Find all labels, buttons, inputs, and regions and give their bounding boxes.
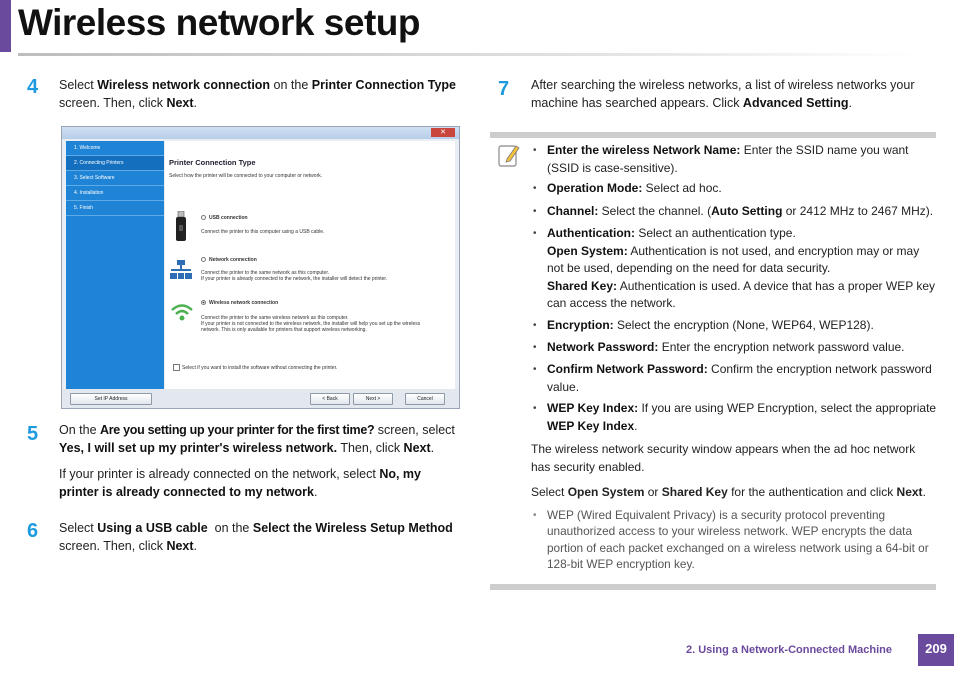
note-para-2 [531, 484, 936, 502]
bullet: • [533, 228, 537, 239]
note-1-t: Select ad hoc. [642, 181, 722, 195]
network-label: Network connection [209, 257, 257, 263]
network-icon [170, 259, 192, 281]
wireless-label: Wireless network connection [209, 300, 279, 306]
step-5-t1: On the [59, 423, 100, 437]
usb-label: USB connection [209, 215, 248, 221]
step-number-4: 4 [27, 76, 39, 98]
network-desc: Connect the printer to the same network as this computer. [201, 270, 330, 276]
wireless-desc3: network. This is only available for printers that support wireless networking. [201, 327, 367, 333]
note-3-t: Select an authentication type. [635, 226, 796, 240]
step-number-6: 6 [27, 520, 39, 542]
note-p2-b2: Shared Key [661, 485, 728, 499]
set-ip-button[interactable]: Set IP Address [70, 393, 152, 405]
usb-option[interactable] [201, 215, 248, 221]
installer-footer [62, 389, 459, 408]
step-7-t1: After searching the wireless networks, a list of wireless networks your machine has searched appears. Click [531, 78, 915, 110]
note-2-b: Channel: [547, 204, 599, 218]
note-4-b: Encryption: [547, 318, 614, 332]
step-5-t2: screen, select [374, 423, 455, 437]
step-7-b1: Advanced Setting [742, 96, 849, 110]
no-connect-checkbox[interactable] [173, 364, 180, 371]
note-p2-b1: Open System [567, 485, 645, 499]
step-6-text [59, 519, 469, 555]
step-4-text [59, 76, 469, 112]
step-5-p2-t1: If your printer is already connected on the network, select [59, 467, 380, 481]
note-0-t: Enter the SSID name you want (SSID is case-sensitive). [547, 143, 909, 175]
note-7-t2: . [634, 418, 638, 433]
network-desc2: If your printer is already connected to the network, the installer will detect the printer. [201, 276, 388, 282]
step-4-b1: Wireless network connection [97, 78, 271, 92]
usb-icon [175, 211, 187, 243]
page-title: Wireless network setup [18, 2, 420, 43]
installer-heading: Printer Connection Type [169, 158, 256, 167]
step-6-b3: Next [166, 539, 194, 553]
step-5-t4: . [430, 441, 435, 455]
note-item-confirm [547, 361, 937, 396]
no-connect-option[interactable] [173, 364, 337, 371]
bullet: • [533, 320, 537, 331]
wireless-desc: Connect the printer to the same wireless network as this computer. [201, 315, 349, 321]
note-0-b: Enter the wireless Network Name: [547, 143, 741, 157]
step-6-t1: Select [59, 521, 98, 535]
note-2-b2: Auto Setting [711, 204, 783, 218]
note-5-t: Enter the encryption network password value. [658, 340, 905, 354]
step-6-b1: Using a USB cable [97, 521, 208, 535]
note-3-sub2-b: Shared Key: [547, 278, 618, 293]
next-button[interactable]: Next > [353, 393, 393, 405]
installer-titlebar [62, 127, 459, 139]
cancel-button[interactable]: Cancel [405, 393, 445, 405]
step-4-t2: on the [270, 78, 312, 92]
sidebar-item-finish[interactable]: 5. Finish [66, 201, 164, 216]
note-item-mode [547, 180, 937, 198]
sidebar-item-connecting[interactable]: 2. Connecting Printers [66, 156, 164, 171]
step-number-5: 5 [27, 423, 39, 445]
note-7-b: WEP Key Index: [547, 401, 639, 415]
note-3-b: Authentication: [547, 226, 635, 240]
back-button[interactable]: < Back [310, 393, 350, 405]
note-item-encryption [547, 317, 937, 335]
title-accent-bar [0, 0, 11, 52]
close-icon[interactable]: ✕ [431, 128, 455, 137]
step-6-t4: . [193, 539, 198, 553]
note-2-t: Select the channel. ( [598, 204, 712, 218]
note-6-t: Confirm the encryption network password value. [547, 362, 932, 394]
note-wep-info: WEP (Wired Equivalent Privacy) is a security protocol preventing unauthorized access to your wireless network. WEP encrypts the data portion of each packet exchanged on a wireless network using a 64-bit or 128-bit WEP encryption key. [547, 508, 929, 572]
note-item-ssid [547, 142, 937, 177]
wireless-radio[interactable] [201, 300, 206, 305]
wireless-option[interactable] [201, 300, 278, 306]
step-6-b2: Select the Wireless Setup Method [252, 521, 453, 535]
note-6-b: Confirm Network Password: [547, 362, 708, 376]
step-5-text [59, 421, 469, 457]
usb-desc: Connect the printer to this computer using a USB cable. [201, 229, 325, 235]
note-pencil-icon [498, 143, 520, 167]
step-5-p2-t2: . [313, 485, 318, 499]
network-radio[interactable] [201, 257, 206, 262]
note-p2-t3: for the authentication and click [727, 485, 897, 499]
step-4-b2: Printer Connection Type [311, 78, 457, 92]
page-number: 209 [918, 634, 954, 666]
usb-radio[interactable] [201, 215, 206, 220]
note-item-password [547, 339, 937, 357]
note-1-b: Operation Mode: [547, 181, 643, 195]
bullet: • [533, 183, 537, 194]
sidebar-item-welcome[interactable]: 1. Welcome [66, 141, 164, 156]
note-p2-t4: . [922, 485, 926, 499]
note-4-t: Select the encryption (None, WEP64, WEP128). [613, 318, 874, 332]
step-4-t3: screen. Then, click [59, 96, 167, 110]
step-5-para2 [59, 465, 439, 501]
step-4-b3: Next [166, 96, 194, 110]
no-connect-label: Select if you want to install the software without connecting the printer. [182, 364, 338, 371]
note-3-sub2-t: Authentication is used. A device that has a proper WEP key can access the network. [547, 278, 936, 310]
note-p2-t2: or [644, 485, 662, 499]
step-number-7: 7 [498, 78, 510, 100]
step-6-t3: screen. Then, click [59, 539, 167, 553]
note-7-t: If you are using WEP Encryption, select the appropriate [638, 401, 937, 415]
bullet: • [533, 342, 537, 353]
bullet: • [533, 206, 537, 217]
note-3-sub1-b: Open System: [547, 243, 628, 258]
note-2-t2: or 2412 MHz to 2467 MHz). [782, 204, 934, 218]
step-7-t2: . [848, 96, 852, 110]
note-5-b: Network Password: [547, 340, 659, 354]
network-option[interactable] [201, 257, 257, 263]
step-5-p2-b1: No, my printer is already connected to my network [59, 467, 421, 499]
bullet: • [533, 510, 537, 521]
step-5-t3: Then, click [337, 441, 404, 455]
step-5-b1: Are you setting up your printer for the first time? [100, 423, 375, 437]
bullet: • [533, 145, 537, 156]
note-p2-b3: Next [896, 485, 923, 499]
note-3-sub1-t: Authentication is not used, and encryption may or may not be used, depending on the need for data security. [547, 243, 920, 275]
note-7-b2: WEP Key Index [547, 418, 635, 433]
installer-screenshot [61, 126, 460, 409]
wifi-icon [170, 302, 194, 324]
title-rule [18, 53, 918, 56]
footer-chapter: 2. Using a Network-Connected Machine [686, 644, 892, 656]
step-4-t1: Select [59, 78, 98, 92]
installer-sidebar [66, 141, 164, 389]
step-5-b2: Yes, I will set up my printer's wireless network. [59, 441, 338, 455]
installer-subheading: Select how the printer will be connected to your computer or network. [169, 173, 323, 179]
sidebar-item-installation[interactable]: 4. Installation [66, 186, 164, 201]
installer-main [165, 141, 455, 389]
step-6-t2: on the [207, 521, 253, 535]
note-p2-t1: Select [531, 485, 568, 499]
note-para-1: The wireless network security window appears when the ad hoc network has security enabled. [531, 442, 916, 474]
bullet: • [533, 364, 537, 375]
bullet: • [533, 403, 537, 414]
note-item-channel [547, 203, 937, 221]
step-4-t4: . [193, 96, 198, 110]
step-7-text [531, 76, 931, 112]
note-item-wep-index [547, 400, 937, 435]
step-5-b3: Next [403, 441, 431, 455]
wireless-desc2: If your printer is not connected to the wireless network, the installer will help you set up the wireless [201, 321, 421, 327]
sidebar-item-software[interactable]: 3. Select Software [66, 171, 164, 186]
note-item-auth [547, 225, 937, 313]
